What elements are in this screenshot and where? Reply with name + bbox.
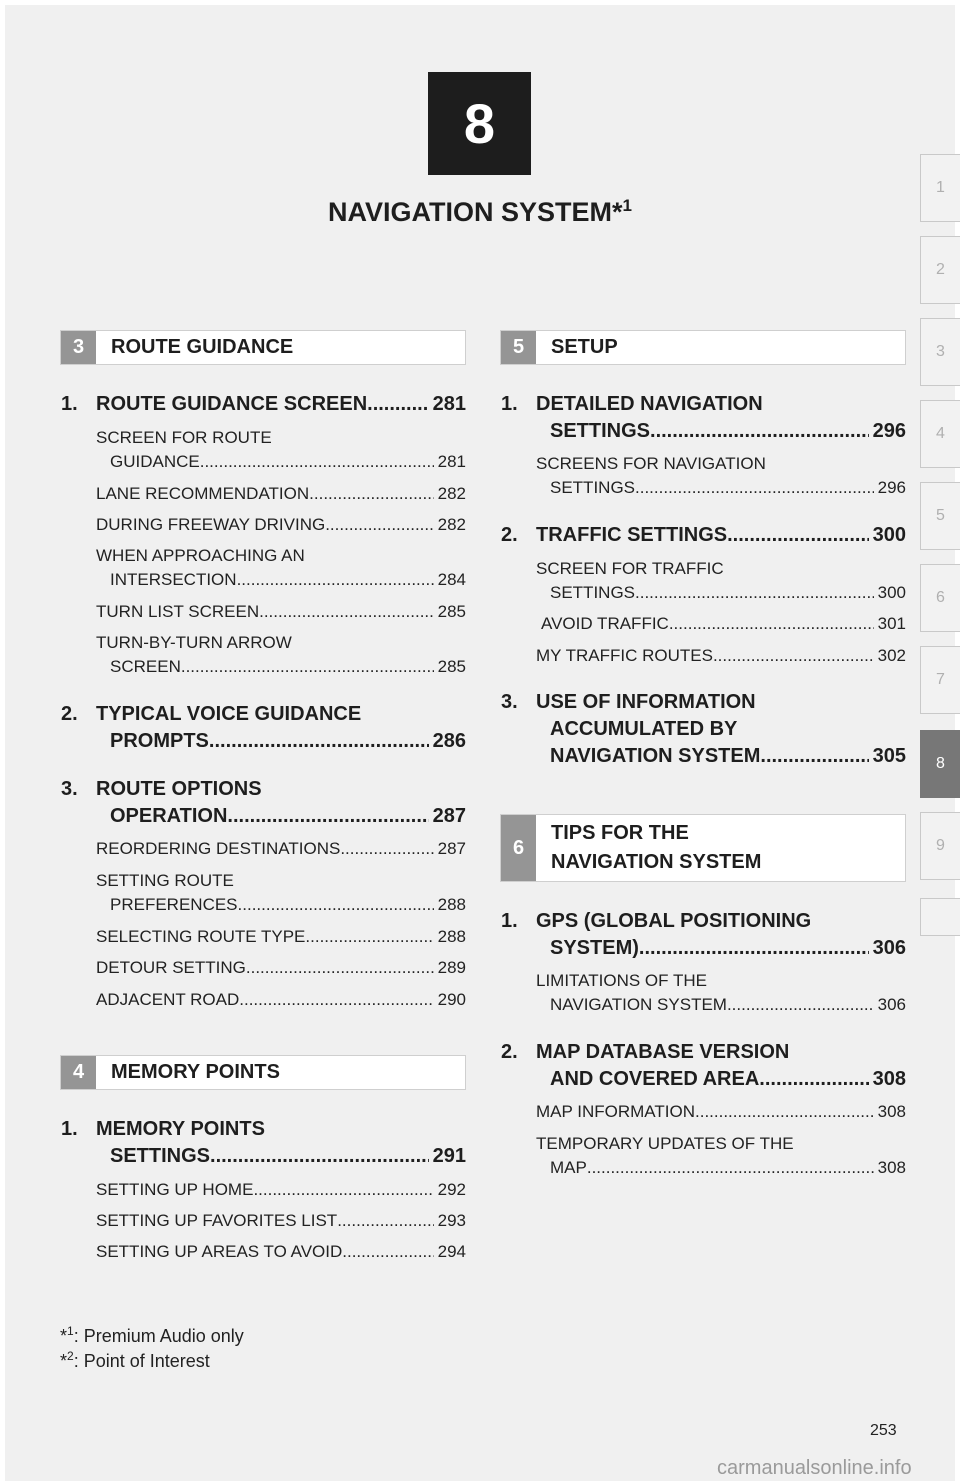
- section-header-tips: [500, 814, 906, 882]
- toc-entry-gps[interactable]: 1. GPS (GLOBAL POSITIONING SYSTEM) ..... 306: [501, 908, 906, 962]
- section-number: 5: [501, 331, 536, 364]
- chapter-number: 8: [463, 92, 496, 155]
- chapter-title: [0, 196, 960, 228]
- footnote-1: *$^1$: Premium Audio only: [60, 1324, 244, 1346]
- chapter-title-superscript: 1: [622, 196, 632, 215]
- side-tab-1[interactable]: 1: [920, 154, 960, 222]
- side-tab-8-active[interactable]: 8: [920, 730, 960, 798]
- toc-subentry[interactable]: DURING FREEWAY DRIVING ..... 282: [61, 513, 466, 537]
- section-header-setup: [500, 330, 906, 365]
- side-tab-9[interactable]: 9: [920, 812, 960, 880]
- footnote-2: *$^2$: Point of Interest: [60, 1349, 210, 1371]
- chapter-title-text: NAVIGATION SYSTEM*: [328, 197, 623, 227]
- toc-subentry[interactable]: TURN LIST SCREEN ..... 285: [61, 600, 466, 624]
- toc-entry-map-database[interactable]: 2. MAP DATABASE VERSION AND COVERED AREA ..... 308: [501, 1039, 906, 1093]
- toc-subentry[interactable]: SETTING UP HOME ..... 292: [61, 1178, 466, 1202]
- side-tab-6[interactable]: 6: [920, 564, 960, 632]
- toc-subentry[interactable]: SETTING ROUTE PREFERENCES ..... 288: [61, 869, 466, 917]
- toc-subentry[interactable]: ADJACENT ROAD ..... 290: [61, 988, 466, 1012]
- toc-subentry[interactable]: SCREEN FOR TRAFFIC SETTINGS ..... 300: [501, 557, 906, 605]
- toc-entry-memory-points-settings[interactable]: 1. MEMORY POINTS SETTINGS ..... 291: [61, 1116, 466, 1170]
- toc-entry-route-options[interactable]: 3. ROUTE OPTIONS OPERATION ..... 287: [61, 776, 466, 830]
- section-title: MEMORY POINTS: [111, 1061, 280, 1083]
- toc-entry-use-of-information[interactable]: 3. USE OF INFORMATION ACCUMULATED BY NAVIGATION SYSTEM ..... 305: [501, 689, 906, 770]
- watermark: carmanualsonline.info: [717, 1457, 912, 1479]
- side-tab-3[interactable]: 3: [920, 318, 960, 386]
- section-header-route-guidance: [60, 330, 466, 365]
- section-title: TIPS FOR THE NAVIGATION SYSTEM: [551, 822, 762, 873]
- toc-subentry[interactable]: REORDERING DESTINATIONS ..... 287: [61, 837, 466, 861]
- toc-subentry[interactable]: WHEN APPROACHING AN INTERSECTION ..... 284: [61, 544, 466, 592]
- side-tab-2[interactable]: 2: [920, 236, 960, 304]
- toc-subentry[interactable]: TURN-BY-TURN ARROW SCREEN ..... 285: [61, 631, 466, 679]
- toc-subentry[interactable]: LIMITATIONS OF THE NAVIGATION SYSTEM ..... 306: [501, 969, 906, 1017]
- toc-subentry[interactable]: MAP INFORMATION ..... 308: [501, 1100, 906, 1124]
- toc-subentry[interactable]: SETTING UP AREAS TO AVOID ..... 294: [61, 1240, 466, 1264]
- toc-subentry[interactable]: AVOID TRAFFIC ..... 301: [501, 612, 906, 636]
- section-title: ROUTE GUIDANCE: [111, 336, 294, 358]
- toc-subentry[interactable]: DETOUR SETTING ..... 289: [61, 956, 466, 980]
- side-tab-blank[interactable]: [920, 898, 960, 936]
- toc-subentry[interactable]: SETTING UP FAVORITES LIST ..... 293: [61, 1209, 466, 1233]
- chapter-number-box: [428, 72, 531, 175]
- toc-entry-voice-guidance[interactable]: 2. TYPICAL VOICE GUIDANCE PROMPTS ..... 286: [61, 701, 466, 755]
- section-number: 3: [61, 331, 96, 364]
- section-number: 6: [501, 815, 536, 881]
- toc-entry-route-guidance-screen[interactable]: 1. ROUTE GUIDANCE SCREEN ..... 281: [61, 391, 466, 418]
- section-title: SETUP: [551, 336, 618, 358]
- toc-entry-detailed-navigation[interactable]: 1. DETAILED NAVIGATION SETTINGS ..... 296: [501, 391, 906, 445]
- toc-subentry[interactable]: SCREENS FOR NAVIGATION SETTINGS ..... 296: [501, 452, 906, 500]
- side-tab-7[interactable]: 7: [920, 646, 960, 714]
- toc-subentry[interactable]: MY TRAFFIC ROUTES ..... 302: [501, 644, 906, 668]
- section-number: 4: [61, 1056, 96, 1089]
- side-tab-5[interactable]: 5: [920, 482, 960, 550]
- toc-subentry[interactable]: TEMPORARY UPDATES OF THE MAP ..... 308: [501, 1132, 906, 1180]
- toc-subentry[interactable]: LANE RECOMMENDATION ..... 282: [61, 482, 466, 506]
- toc-subentry[interactable]: SELECTING ROUTE TYPE ..... 288: [61, 925, 466, 949]
- toc-subentry[interactable]: SCREEN FOR ROUTE GUIDANCE ..... 281: [61, 426, 466, 474]
- side-tab-4[interactable]: 4: [920, 400, 960, 468]
- page-number: 253: [870, 1422, 897, 1439]
- toc-entry-traffic-settings[interactable]: 2. TRAFFIC SETTINGS ..... 300: [501, 522, 906, 549]
- section-header-memory-points: [60, 1055, 466, 1090]
